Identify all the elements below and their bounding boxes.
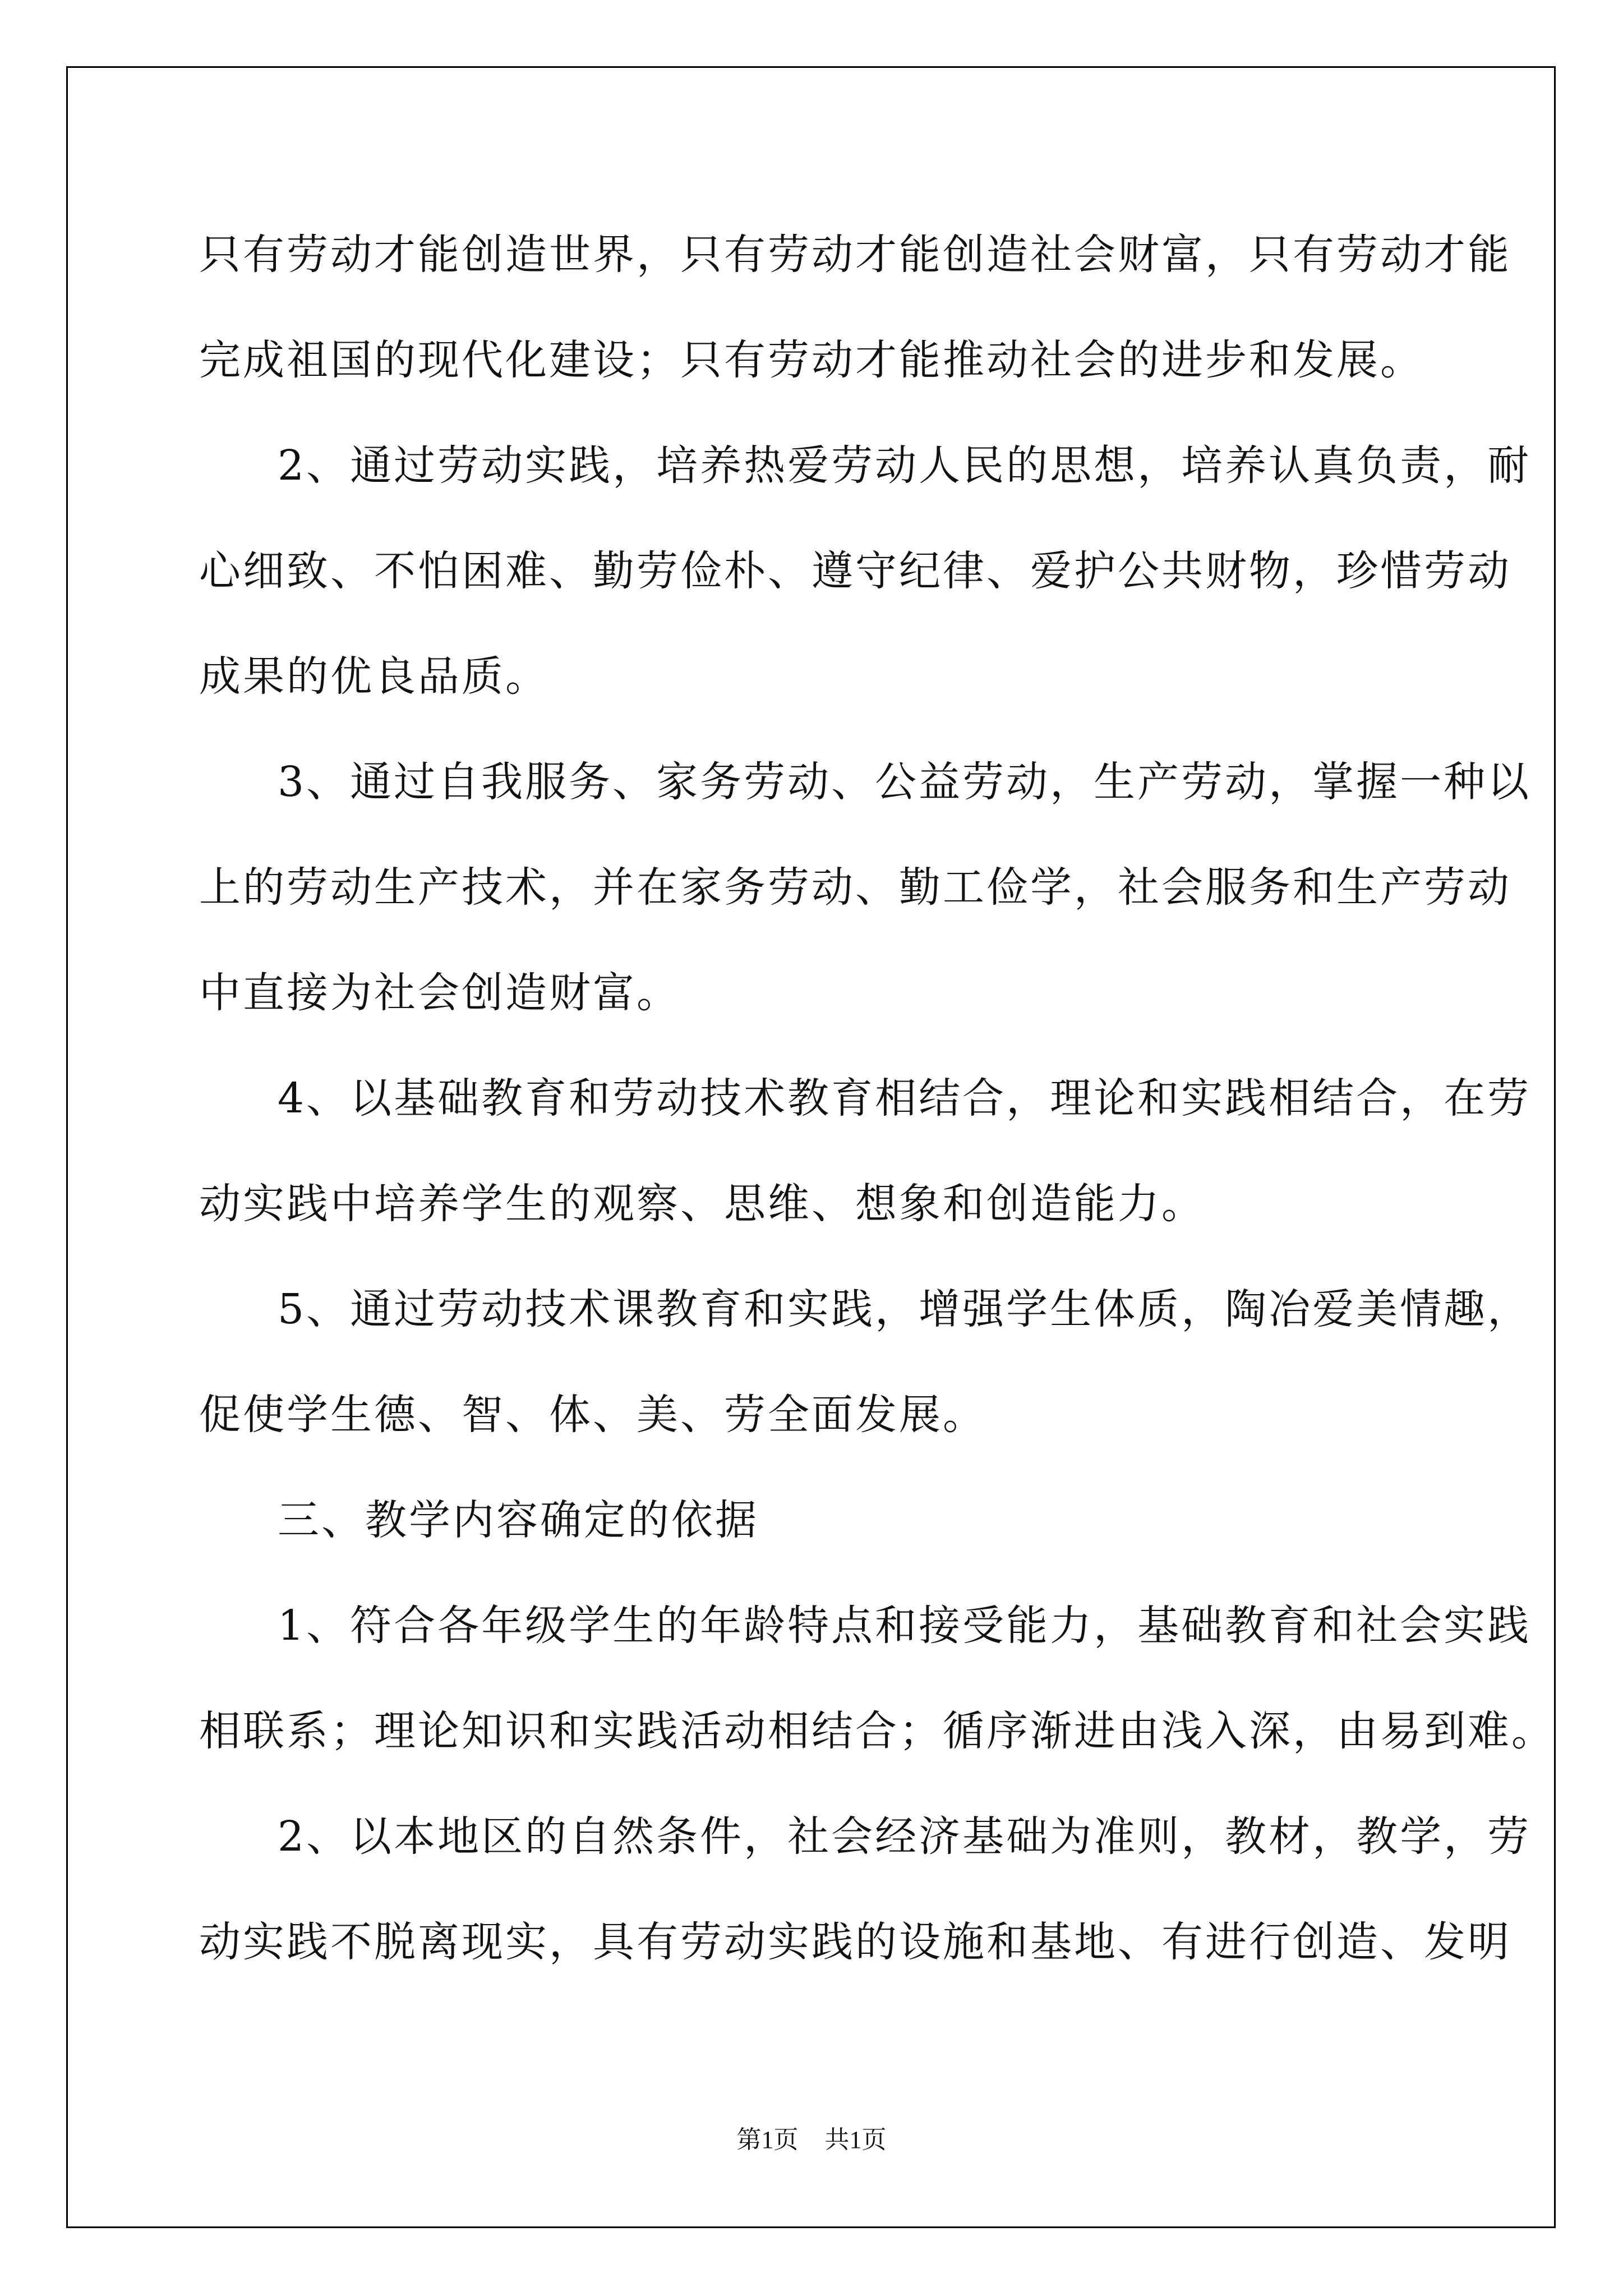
text-line: 3、通过自我服务、家务劳动、公益劳动，生产劳动，掌握一种以	[278, 758, 1532, 806]
text-line: 促使学生德、智、体、美、劳全面发展。	[199, 1391, 986, 1439]
page-number: 第1页	[736, 2126, 799, 2154]
text-line: 1、符合各年级学生的年龄特点和接受能力，基础教育和社会实践	[278, 1602, 1532, 1650]
page-total: 共1页	[824, 2126, 887, 2154]
text-line: 动实践不脱离现实，具有劳动实践的设施和基地、有进行创造、发明	[199, 1918, 1511, 1966]
text-line: 4、以基础教育和劳动技术教育相结合，理论和实践相结合，在劳	[278, 1074, 1532, 1122]
text-line: 动实践中培养学生的观察、思维、想象和创造能力。	[199, 1180, 1205, 1228]
text-line: 上的劳动生产技术，并在家务劳动、勤工俭学，社会服务和生产劳动	[199, 863, 1511, 912]
text-line: 完成祖国的现代化建设；只有劳动才能推动社会的进步和发展。	[199, 336, 1424, 384]
page-footer	[0, 2119, 1623, 2155]
text-line: 成果的优良品质。	[199, 652, 549, 701]
text-line: 相联系；理论知识和实践活动相结合；循序渐进由浅入深，由易到难。	[199, 1707, 1555, 1755]
text-line: 2、以本地区的自然条件，社会经济基础为准则，教材，教学，劳	[278, 1812, 1532, 1861]
text-line: 只有劳动才能创造世界，只有劳动才能创造社会财富，只有劳动才能	[199, 231, 1511, 279]
section-heading: 三、教学内容确定的依据	[278, 1496, 759, 1544]
document-body	[199, 202, 1555, 1995]
text-line: 心细致、不怕困难、勤劳俭朴、遵守纪律、爱护公共财物，珍惜劳动	[199, 547, 1511, 595]
text-line: 2、通过劳动实践，培养热爱劳动人民的思想，培养认真负责，耐	[278, 441, 1532, 490]
text-line: 5、通过劳动技术课教育和实践，增强学生体质，陶冶爱美情趣，	[278, 1285, 1532, 1333]
text-line: 中直接为社会创造财富。	[199, 969, 680, 1017]
